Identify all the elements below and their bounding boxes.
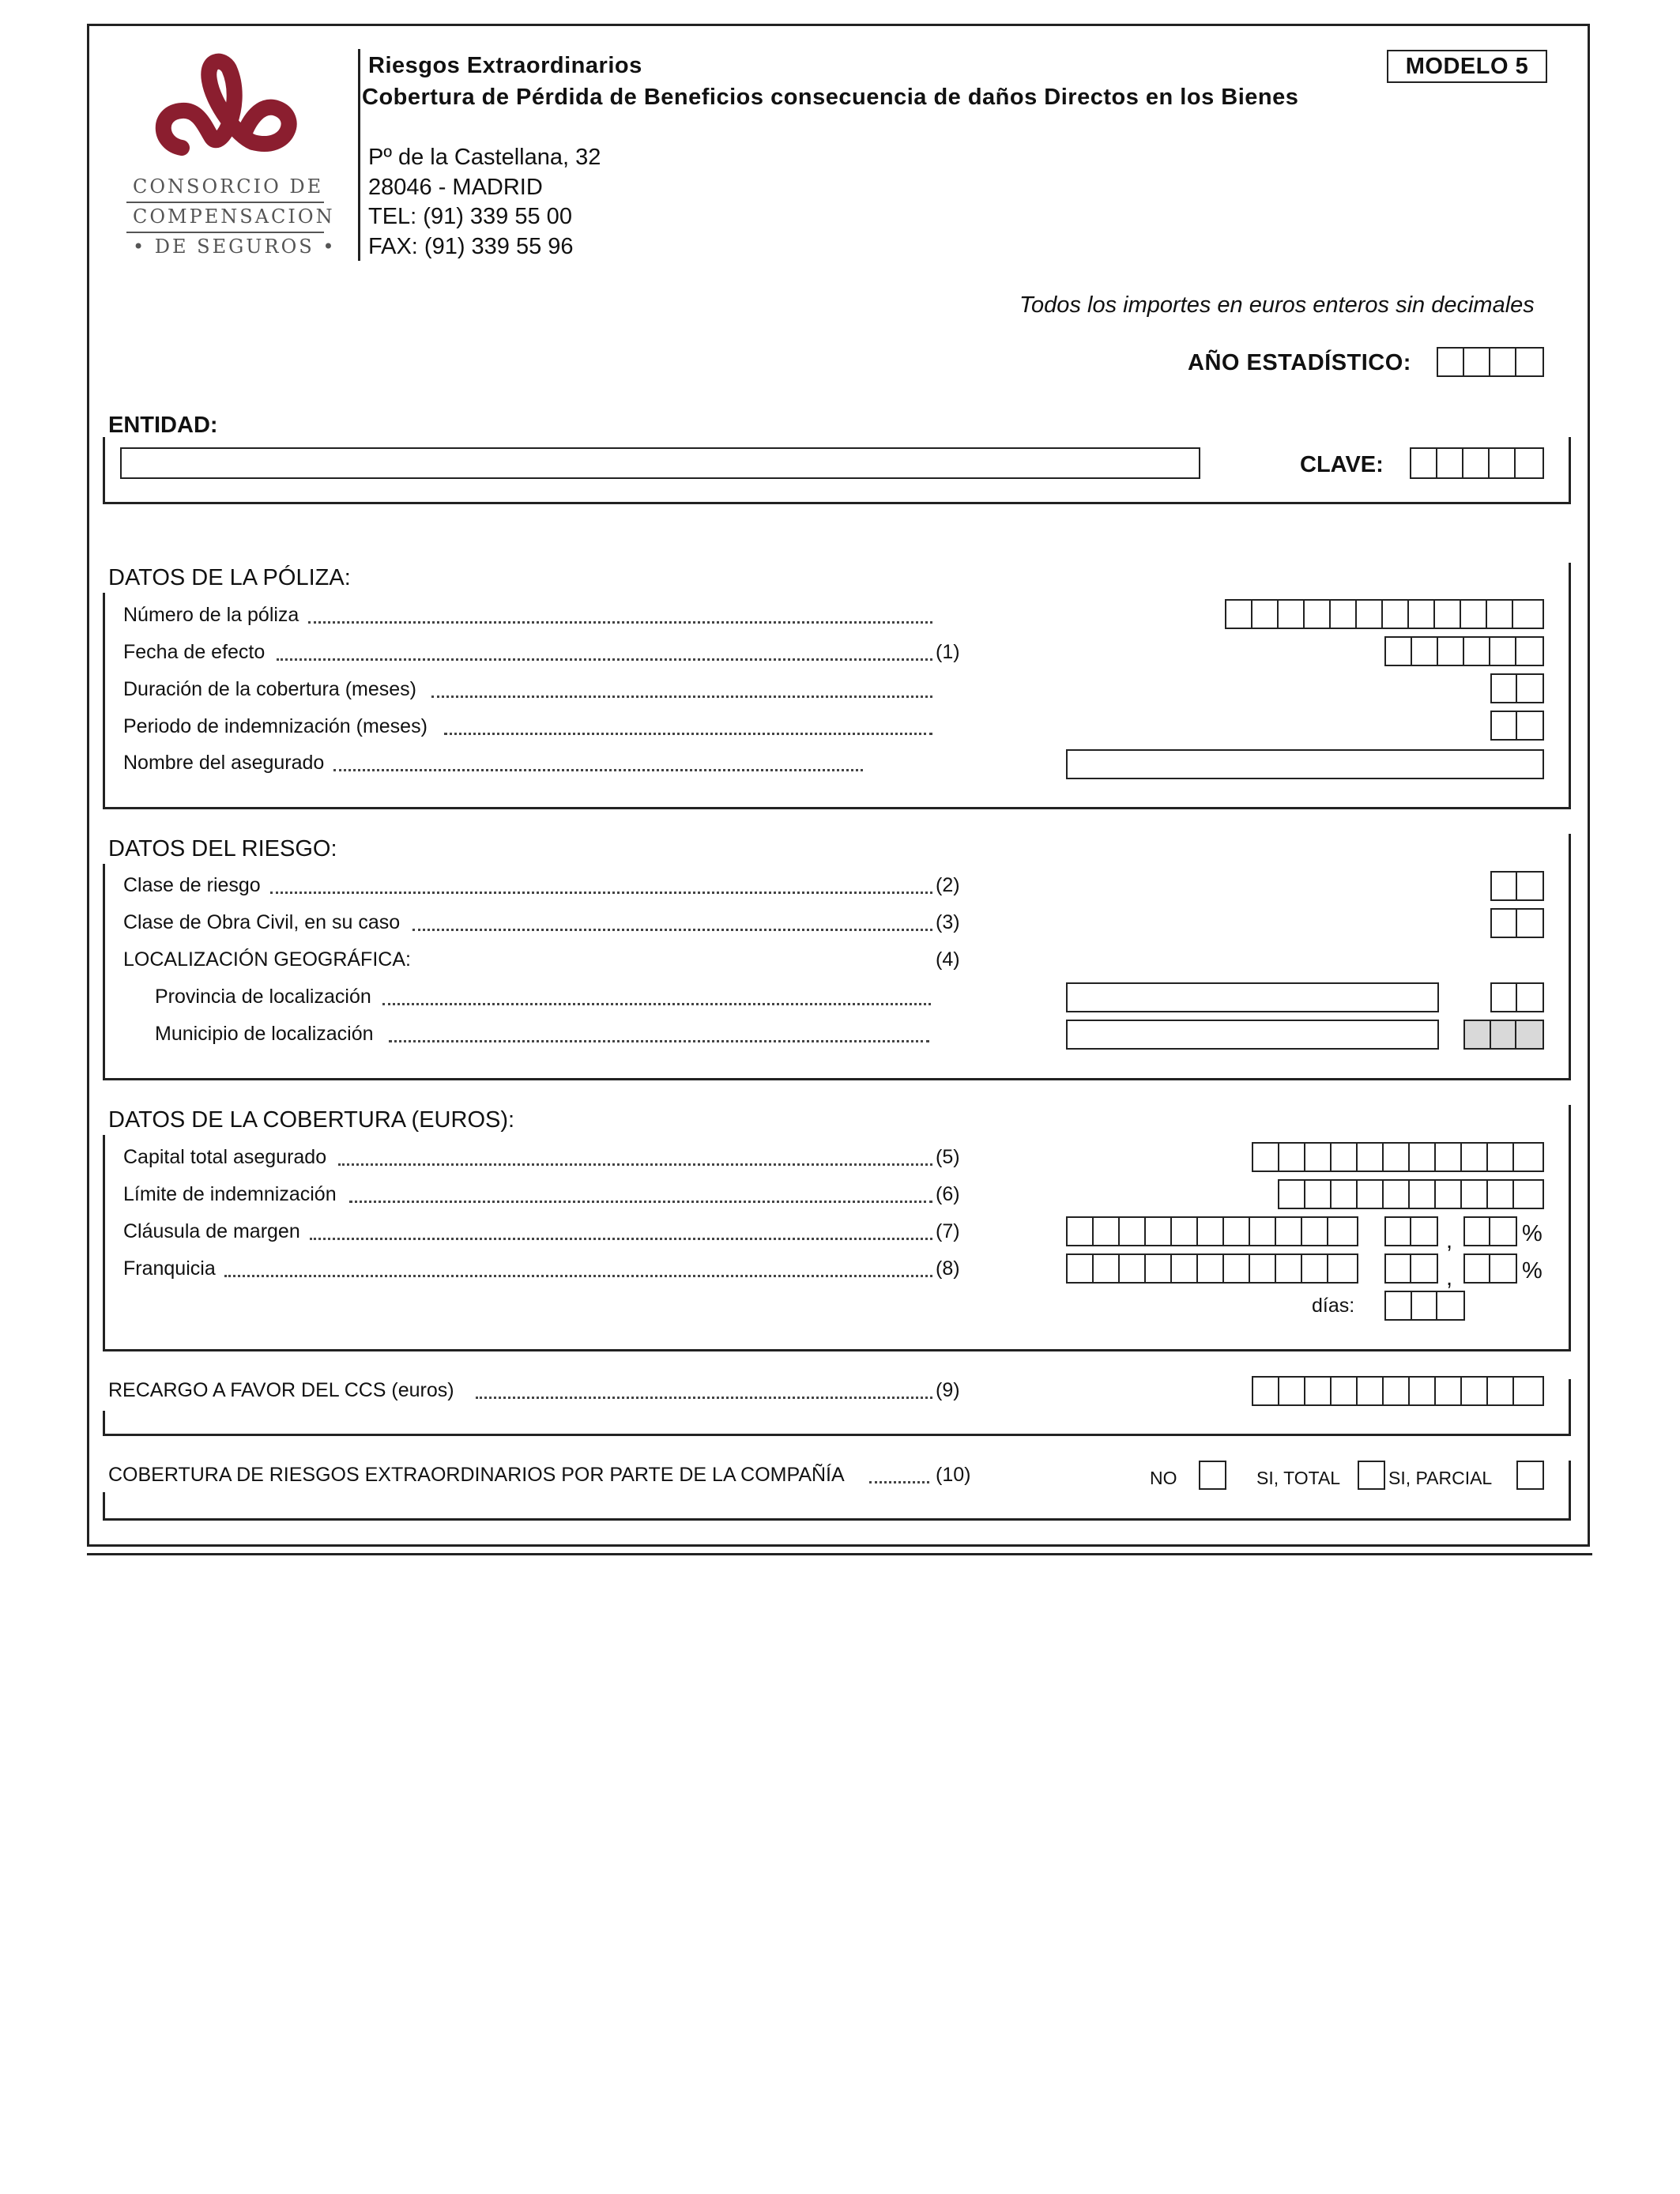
margin-percent-int-input[interactable] [1384,1216,1438,1246]
cobertura-row-label: Capital total asegurado [123,1146,327,1168]
option-partial-label: SI, PARCIAL [1388,1468,1493,1488]
deductible-days-input[interactable] [1384,1291,1465,1321]
province-code-input[interactable] [1490,982,1544,1012]
section-border [1569,1461,1571,1521]
section-border [1569,563,1571,809]
decimal-comma: , [1446,1228,1453,1253]
section-border [1569,437,1571,504]
cobertura-row-label: Franquicia [123,1257,216,1280]
poliza-section-title: DATOS DE LA PÓLIZA: [108,565,351,590]
deductible-percent-int-input[interactable] [1384,1253,1438,1284]
dot-leader [310,1238,932,1240]
entity-name-field[interactable] [120,447,1200,479]
form-title: Riesgos Extraordinarios [368,53,642,78]
dot-leader [349,1201,932,1203]
margin-amount-input[interactable] [1066,1216,1358,1246]
decimal-comma: , [1446,1265,1453,1291]
option-partial-checkbox[interactable] [1516,1461,1544,1490]
risk-class-input[interactable] [1490,871,1544,901]
poliza-row-label: Nombre del asegurado [123,752,325,774]
dot-leader [308,621,932,624]
logo-text-line1: CONSORCIO DE [133,175,324,198]
ref-number: (10) [936,1464,971,1486]
cobertura-row-label: Cláusula de margen [123,1220,300,1242]
section-border [1569,1105,1571,1351]
section-border [103,502,1571,504]
surcharge-input[interactable] [1252,1376,1544,1406]
option-total-label: SI, TOTAL [1256,1468,1341,1488]
section-border [103,807,1571,809]
ref-number: (6) [936,1183,960,1205]
amounts-note: Todos los importes en euros enteros sin decimales [1019,292,1535,318]
bottom-rule [87,1553,1592,1555]
dot-leader [382,1003,931,1005]
percent-sign: % [1522,1221,1543,1246]
ref-number: (5) [936,1146,960,1168]
logo-divider [126,202,324,203]
option-no-checkbox[interactable] [1199,1461,1226,1490]
coverage-duration-input[interactable] [1490,673,1544,703]
dot-leader [333,769,863,771]
effective-date-input[interactable] [1384,636,1544,666]
deductible-amount-input[interactable] [1066,1253,1358,1284]
address-line: 28046 - MADRID [368,175,543,200]
option-no-label: NO [1150,1468,1177,1488]
municipality-code-input[interactable] [1463,1020,1544,1050]
percent-sign: % [1522,1258,1543,1284]
insured-name-field[interactable] [1066,749,1544,779]
section-border [103,1349,1571,1351]
dot-leader [224,1275,932,1277]
section-border [103,1411,105,1436]
address-line: TEL: (91) 339 55 00 [368,204,572,229]
policy-number-input[interactable] [1225,599,1544,629]
surcharge-label: RECARGO A FAVOR DEL CCS (euros) [108,1379,454,1401]
province-field[interactable] [1066,982,1439,1012]
form-subtitle: Cobertura de Pérdida de Beneficios consecuencia de daños Directos en los Bienes [362,85,1299,110]
dot-leader [277,658,932,661]
section-border [103,1434,1571,1436]
section-border [103,593,105,809]
poliza-row-label: Número de la póliza [123,604,299,626]
section-border [1569,1379,1571,1436]
ref-number: (4) [936,948,960,971]
year-input[interactable] [1437,347,1544,377]
ref-number: (2) [936,874,960,896]
margin-percent-dec-input[interactable] [1463,1216,1517,1246]
option-total-checkbox[interactable] [1358,1461,1385,1490]
section-border [103,437,105,504]
clave-input[interactable] [1410,447,1544,479]
logo-divider [126,232,324,233]
clave-label: CLAVE: [1300,452,1384,477]
section-border [103,1135,105,1351]
dot-leader [270,892,932,894]
address-line: FAX: (91) 339 55 96 [368,234,574,259]
model-badge: MODELO 5 [1387,50,1547,83]
consorcio-logo [150,49,308,160]
entity-label: ENTIDAD: [108,413,218,438]
section-border [103,1518,1571,1521]
civil-work-class-input[interactable] [1490,908,1544,938]
company-coverage-label: COBERTURA DE RIESGOS EXTRAORDINARIOS POR PARTE DE LA COMPAÑÍA [108,1464,845,1486]
dot-leader [431,696,932,698]
section-border [103,1492,105,1521]
poliza-row-label: Periodo de indemnización (meses) [123,715,428,737]
poliza-row-label: Duración de la cobertura (meses) [123,678,416,700]
ref-number: (8) [936,1257,960,1280]
header-separator [358,49,360,261]
ref-number: (9) [936,1379,960,1401]
dot-leader [389,1040,929,1042]
logo-text-line3: • DE SEGUROS • [133,236,337,258]
days-label: días: [1312,1295,1355,1317]
dot-leader [412,929,932,931]
municipality-field[interactable] [1066,1020,1439,1050]
deductible-percent-dec-input[interactable] [1463,1253,1517,1284]
dot-leader [476,1397,932,1399]
riesgo-section-title: DATOS DEL RIESGO: [108,836,337,861]
section-border [103,864,105,1080]
indemnity-period-input[interactable] [1490,711,1544,741]
dot-leader [869,1481,929,1483]
logo-text-line2: COMPENSACION [133,205,335,228]
ref-number: (7) [936,1220,960,1242]
riesgo-row-label: Clase de riesgo [123,874,261,896]
year-label: AÑO ESTADÍSTICO: [1188,350,1411,375]
ref-number: (3) [936,911,960,933]
cobertura-row-label: Límite de indemnización [123,1183,337,1205]
dot-leader [338,1163,932,1166]
riesgo-row-label: Clase de Obra Civil, en su caso [123,911,401,933]
total-capital-input[interactable] [1252,1142,1544,1172]
riesgo-row-label: LOCALIZACIÓN GEOGRÁFICA: [123,948,411,971]
riesgo-row-label: Municipio de localización [155,1023,374,1045]
cobertura-section-title: DATOS DE LA COBERTURA (EUROS): [108,1107,515,1133]
poliza-row-label: Fecha de efecto [123,641,266,663]
dot-leader [444,733,932,735]
section-border [103,1078,1571,1080]
section-border [1569,834,1571,1080]
riesgo-row-label: Provincia de localización [155,986,371,1008]
address-line: Pº de la Castellana, 32 [368,145,601,170]
indemnity-limit-input[interactable] [1278,1179,1544,1209]
ref-number: (1) [936,641,960,663]
